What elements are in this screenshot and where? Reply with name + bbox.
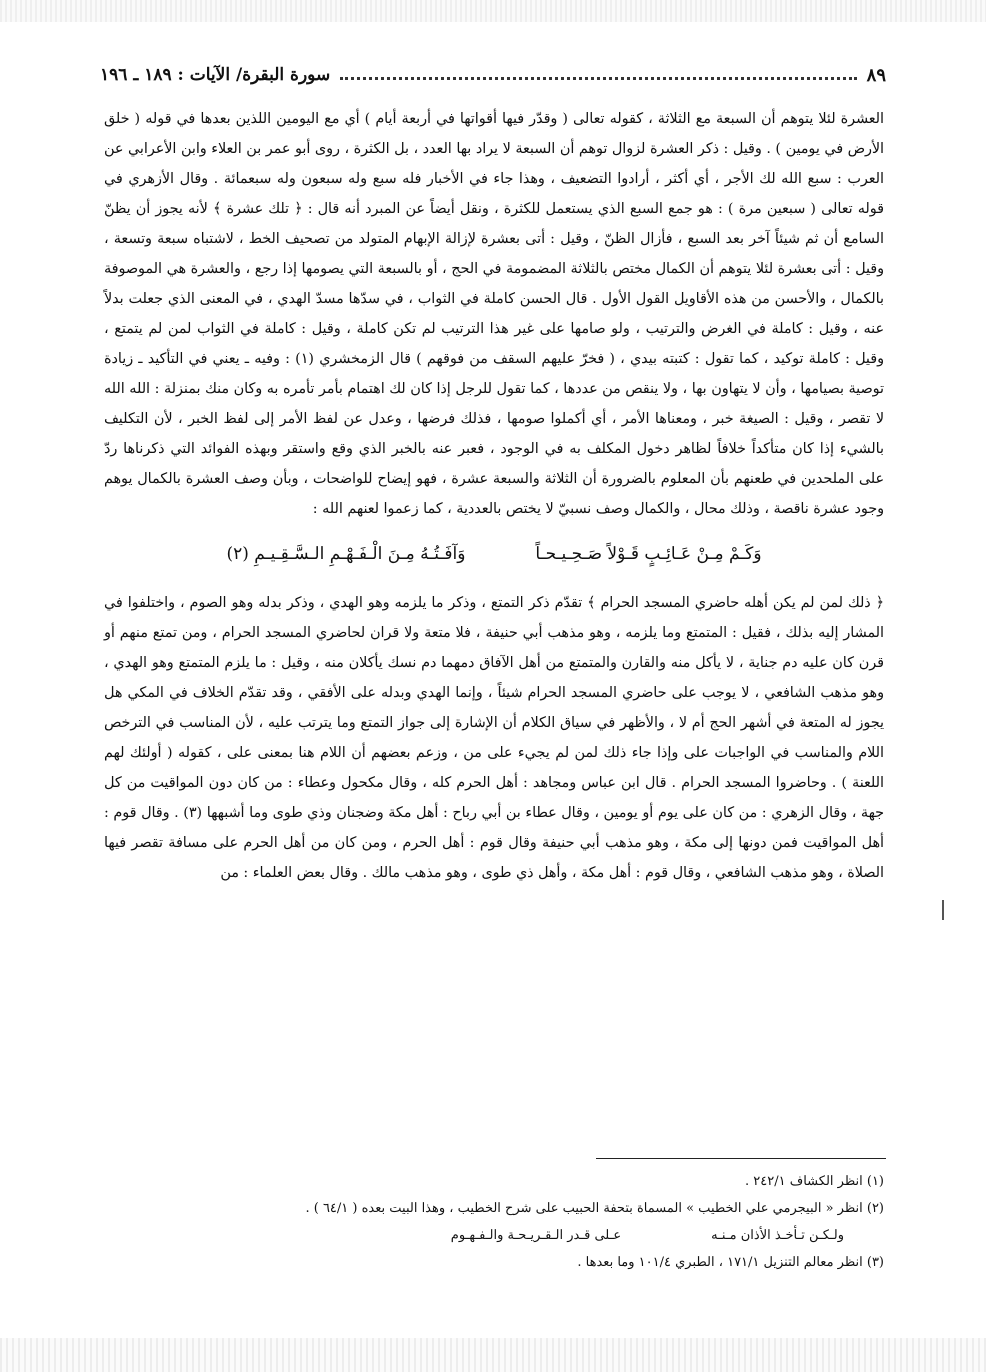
main-text [104, 104, 884, 888]
footnote-2: (٢) انظر « البيجرمي علي الخطيب » المسماة بتحفة الحبيب على شرح الخطيب ، وهذا البيت بعده ( ٦٤/١ ) . [305, 1201, 884, 1216]
footnote-verse-second: عـلى قـدر الـقـريـحـة والـفـهـوم [450, 1228, 622, 1243]
running-header [100, 60, 886, 90]
poem-verse [104, 534, 884, 574]
page-number: ٨٩ [866, 64, 886, 86]
paragraph-1: العشرة لئلا يتوهم أن السبعة مع الثلاثة ، كقوله تعالى ( وقدّر فيها أقواتها في أربعة أيام ) أي مع اليومين اللذين بعدها في قوله ( خلق الأرض في يومين ) . وقيل : ذكر العشرة لزوال توهم أن السبعة لا يراد بها العدد ، بل الكثرة ، روى أبو عمر بن العلاء وابن الأعرابي عن العرب : سبع الله لك الأجر ، أي أكثر ، أرادوا التضعيف ، وهذا جاء في الأخبار فله سبع وله سبعون وله سبعمائة . وقال الأزهري في قوله تعالى ( سبعين مرة ) : هو جمع السبع الذي يستعمل للكثرة ، ونقل أيضاً عن المبرد أنه قال : ﴿ تلك عشرة ﴾ لأنه يجوز أن يظنّ السامع أن ثم شيئاً آخر بعد السبع ، فأزال الظنّ ، وقيل : أتى بعشرة لإزالة الإبهام المتولد من تصحيف الخط ، لاشتباه سبعة وتسعة ، وقيل : أتى بعشرة لئلا يتوهم أن الكمال مختص بالثلاثة المضمومة في الحج ، أو بالسبعة التي يصومها إذا رجع ، والعشرة هي الموصوفة بالكمال ، والأحسن من هذه الأقاويل القول الأول . قال الحسن كاملة في الثواب ، في سدّها مسدّ الهدي ، في المعنى الذي جعلت بدلاً عنه ، وقيل : كاملة في الغرض والترتيب ، ولو صامها على غير هذا الترتيب لم تكن كاملة ، وقيل : كاملة في الثواب لمن لم يتمتع ، وقيل : كاملة توكيد ، كما تقول : كتبته بيدي ، ( فخرّ عليهم السقف من فوقهم ) قال الزمخشري (١) : وفيه ـ يعني في التأكيد ـ زيادة توصية بصيامها ، وأن لا يتهاون بها ، ولا ينقص من عددها ، كما تقول للرجل إذا كان لك اهتمام بأمر تأمره به وكان منك بمنزلة : الله الله لا تقصر ، وقيل : الصيغة خبر ، ومعناها الأمر ، أي أكملوا صومها ، فذلك فرضها ، وعدل عن لفظ الأمر إلى لفظ الخبر ، لأن التكليف بالشيء إذا كان متأكداً خلافاً لظاهر دخول المكلف به في الوجود ، فعبر عنه بالخبر الذي وقع واستقر وبهذه الفوائد التي ذكرناها ردّ على الملحدين في طعنهم بأن المعلوم بالضرورة أن الثلاثة والسبعة عشرة ، فهو إيضاح للواضحات ، وبأن وصف العشرة بالكمال يوهم وجود عشرة ناقصة ، وذلك محال ، والكمال وصف نسبيّ لا يختص بالعددية ، كما زعموا لعنهم الله : [104, 111, 884, 517]
verse-second-hemistich: وَآفَـتُـهُ مِـنَ الْـفَـهْـمِ الـسَّـقِـيـمِ (٢) [226, 544, 466, 564]
paragraph-2: ﴿ ذلك لمن لم يكن أهله حاضري المسجد الحرام ﴾ تقدّم ذكر التمتع ، وذكر ما يلزمه وهو الهدي ، وذكر بدله وهو الصوم ، واختلفوا في المشار إليه بذلك ، فقيل : المتمتع وما يلزمه ، وهو مذهب أبي حنيفة ، فلا متعة ولا قران لحاضري المسجد الحرام ، ومن تمتع منهم أو قرن كان عليه دم جناية ، لا يأكل منه والقارن والمتمتع من أهل الآفاق دمهما دم نسك يأكلان منه ، وقيل : ما يلزم المتمتع وهو الهدي ، وهو مذهب الشافعي ، لا يوجب على حاضري المسجد الحرام شيئاً ، وإنما الهدي وبدله على الأفقي ، وقد تقدّم الخلاف في المكي هل يجوز له المتعة في أشهر الحج أم لا ، والأظهر في سياق الكلام أن الإشارة إلى جواز التمتع وما يترتب عليه ، لأن المناسب في الترخص اللام والمناسب في الواجبات على وإذا جاء ذلك لمن لم يجيء على من ، وزعم بعضهم أن اللام هنا بمعنى على ، كقوله ( أولئك لهم اللعنة ) . وحاضروا المسجد الحرام . قال ابن عباس ومجاهد : أهل الحرم كله ، وقال مكحول وعطاء : من كان دون المواقيت من كل جهة ، وقال الزهري : من كان على يوم أو يومين ، وقال عطاء بن أبي رباح : أهل مكة وضجنان وذي طوى وما أشبهها (٣) . وقال قوم : أهل المواقيت فمن دونها إلى مكة ، وهو مذهب أبي حنيفة وقال قوم : أهل الحرم ، ومن كان من أهل الحرم على مسافة تقصر فيها الصلاة ، وهو مذهب الشافعي ، وقال قوم : أهل مكة ، وأهل ذي طوى ، وهو مذهب مالك . وقال بعض العلماء : من [104, 595, 884, 881]
footnotes [104, 1168, 884, 1276]
footnote-3: (٣) انظر معالم التنزيل ١٧١/١ ، الطبري ١٠١/٤ وما بعدها . [577, 1255, 884, 1270]
footnote-verse-first: ولـكـن تـأخـذ الأذان مـنـه [711, 1228, 844, 1243]
footnote-verse [104, 1222, 844, 1249]
scan-edge-top [0, 0, 986, 22]
header-dot-leader [340, 77, 856, 80]
header-title: سورة البقرة/ الآيات : ١٨٩ ـ ١٩٦ [100, 65, 331, 85]
scan-edge-bottom [0, 1338, 986, 1372]
footnote-separator [596, 1158, 886, 1159]
footnote-1: (١) انظر الكشاف ٢٤٢/١ . [745, 1174, 884, 1189]
verse-first-hemistich: وَكَـمْ مِـنْ عَـائِـبٍ قَـوْلاً صَـحِـيـحـاً [535, 544, 762, 564]
margin-mark [942, 900, 944, 920]
